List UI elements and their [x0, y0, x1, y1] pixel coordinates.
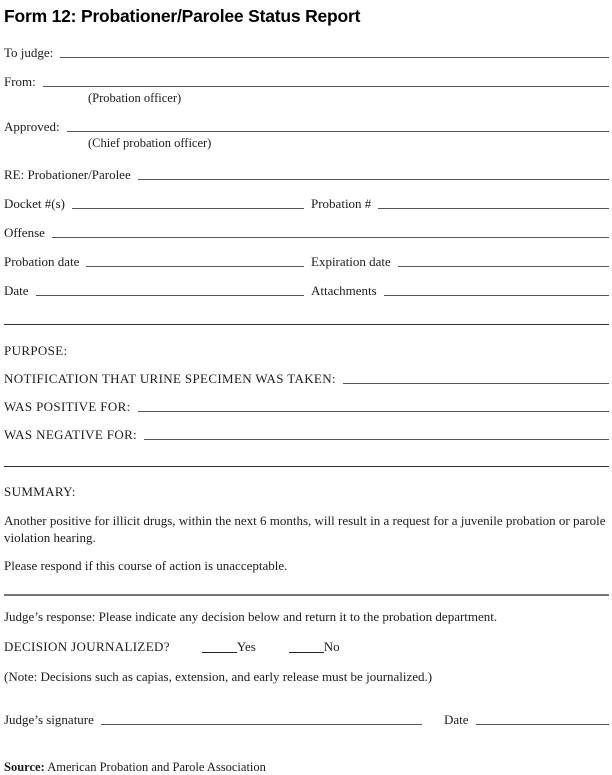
- summary-body: Another positive for illicit drugs, within the next 6 months, will result in a request for a juvenile probation or parole violation hearing.: [4, 513, 606, 545]
- field-row-probation-expiration: [4, 254, 609, 270]
- to-judge-blank[interactable]: [60, 56, 609, 58]
- from-caption: (Probation officer): [88, 91, 182, 105]
- to-judge-label: To judge:: [4, 45, 54, 60]
- was-positive-label: WAS POSITIVE FOR:: [4, 399, 131, 414]
- approved-label: Approved:: [4, 119, 60, 134]
- signature-date-label: Date: [444, 711, 469, 727]
- journalized-note: (Note: Decisions such as capias, extension, and early release must be journalized.): [4, 669, 433, 684]
- section-divider-2: [4, 466, 609, 467]
- field-row-approved: [4, 119, 609, 135]
- field-row-from: [4, 74, 609, 90]
- decision-journalized-label: DECISION JOURNALIZED?: [4, 639, 170, 654]
- decision-journalized-row: [4, 639, 609, 655]
- source-line: [4, 760, 609, 775]
- notification-label: NOTIFICATION THAT URINE SPECIMEN WAS TAKEN:: [4, 371, 336, 386]
- signature-date-blank[interactable]: [476, 723, 609, 725]
- was-positive-blank[interactable]: [138, 410, 609, 412]
- source-label: Source:: [4, 759, 45, 774]
- judges-signature-label: Judge’s signature: [4, 711, 94, 727]
- source-text: American Probation and Parole Association: [47, 759, 266, 774]
- date-label: Date: [4, 283, 29, 298]
- from-label: From:: [4, 74, 36, 89]
- approved-blank[interactable]: [67, 130, 609, 132]
- yes-blank[interactable]: [202, 651, 237, 653]
- expiration-date-blank[interactable]: [398, 265, 609, 267]
- judges-response-intro: Judge’s response: Please indicate any decision below and return it to the probation department.: [4, 608, 498, 624]
- field-row-to-judge: [4, 45, 609, 61]
- field-row-was-negative: [4, 427, 609, 443]
- no-blank[interactable]: [289, 651, 324, 653]
- summary-respond: Please respond if this course of action is unacceptable.: [4, 558, 288, 573]
- docket-label: Docket #(s): [4, 196, 66, 211]
- probation-number-blank[interactable]: [378, 207, 609, 209]
- attachments-label: Attachments: [311, 283, 377, 298]
- decision-yes-option[interactable]: [202, 639, 256, 655]
- probation-number-label: Probation #: [311, 196, 372, 211]
- yes-label: Yes: [236, 639, 256, 654]
- offense-label: Offense: [4, 225, 45, 240]
- no-label: No: [323, 639, 340, 654]
- was-negative-blank[interactable]: [144, 438, 609, 440]
- expiration-date-label: Expiration date: [311, 254, 391, 269]
- section-divider-3: [4, 594, 609, 596]
- date-blank[interactable]: [36, 294, 304, 296]
- field-row-date-attachments: [4, 283, 609, 299]
- offense-blank[interactable]: [52, 236, 609, 238]
- field-row-notification: [4, 371, 609, 387]
- summary-heading: SUMMARY:: [4, 484, 76, 499]
- probation-date-label: Probation date: [4, 254, 80, 269]
- page-title: Form 12: Probationer/Parolee Status Report: [4, 6, 361, 26]
- notification-blank[interactable]: [343, 382, 609, 384]
- docket-blank[interactable]: [72, 207, 304, 209]
- probation-date-blank[interactable]: [86, 265, 304, 267]
- signature-row: [4, 712, 609, 728]
- field-row-re: [4, 167, 609, 183]
- decision-no-option[interactable]: [289, 639, 340, 655]
- attachments-blank[interactable]: [384, 294, 609, 296]
- field-row-docket-probation: [4, 196, 609, 212]
- judges-signature-blank[interactable]: [101, 723, 422, 725]
- from-blank[interactable]: [43, 85, 609, 87]
- approved-caption: (Chief probation officer): [88, 136, 212, 150]
- purpose-heading: PURPOSE:: [4, 343, 68, 358]
- was-negative-label: WAS NEGATIVE FOR:: [4, 427, 138, 442]
- field-row-was-positive: [4, 399, 609, 415]
- re-blank[interactable]: [138, 178, 609, 180]
- section-divider-1: [4, 324, 609, 325]
- field-row-offense: [4, 225, 609, 241]
- form-document: [4, 6, 609, 775]
- re-label: RE: Probationer/Parolee: [4, 167, 131, 182]
